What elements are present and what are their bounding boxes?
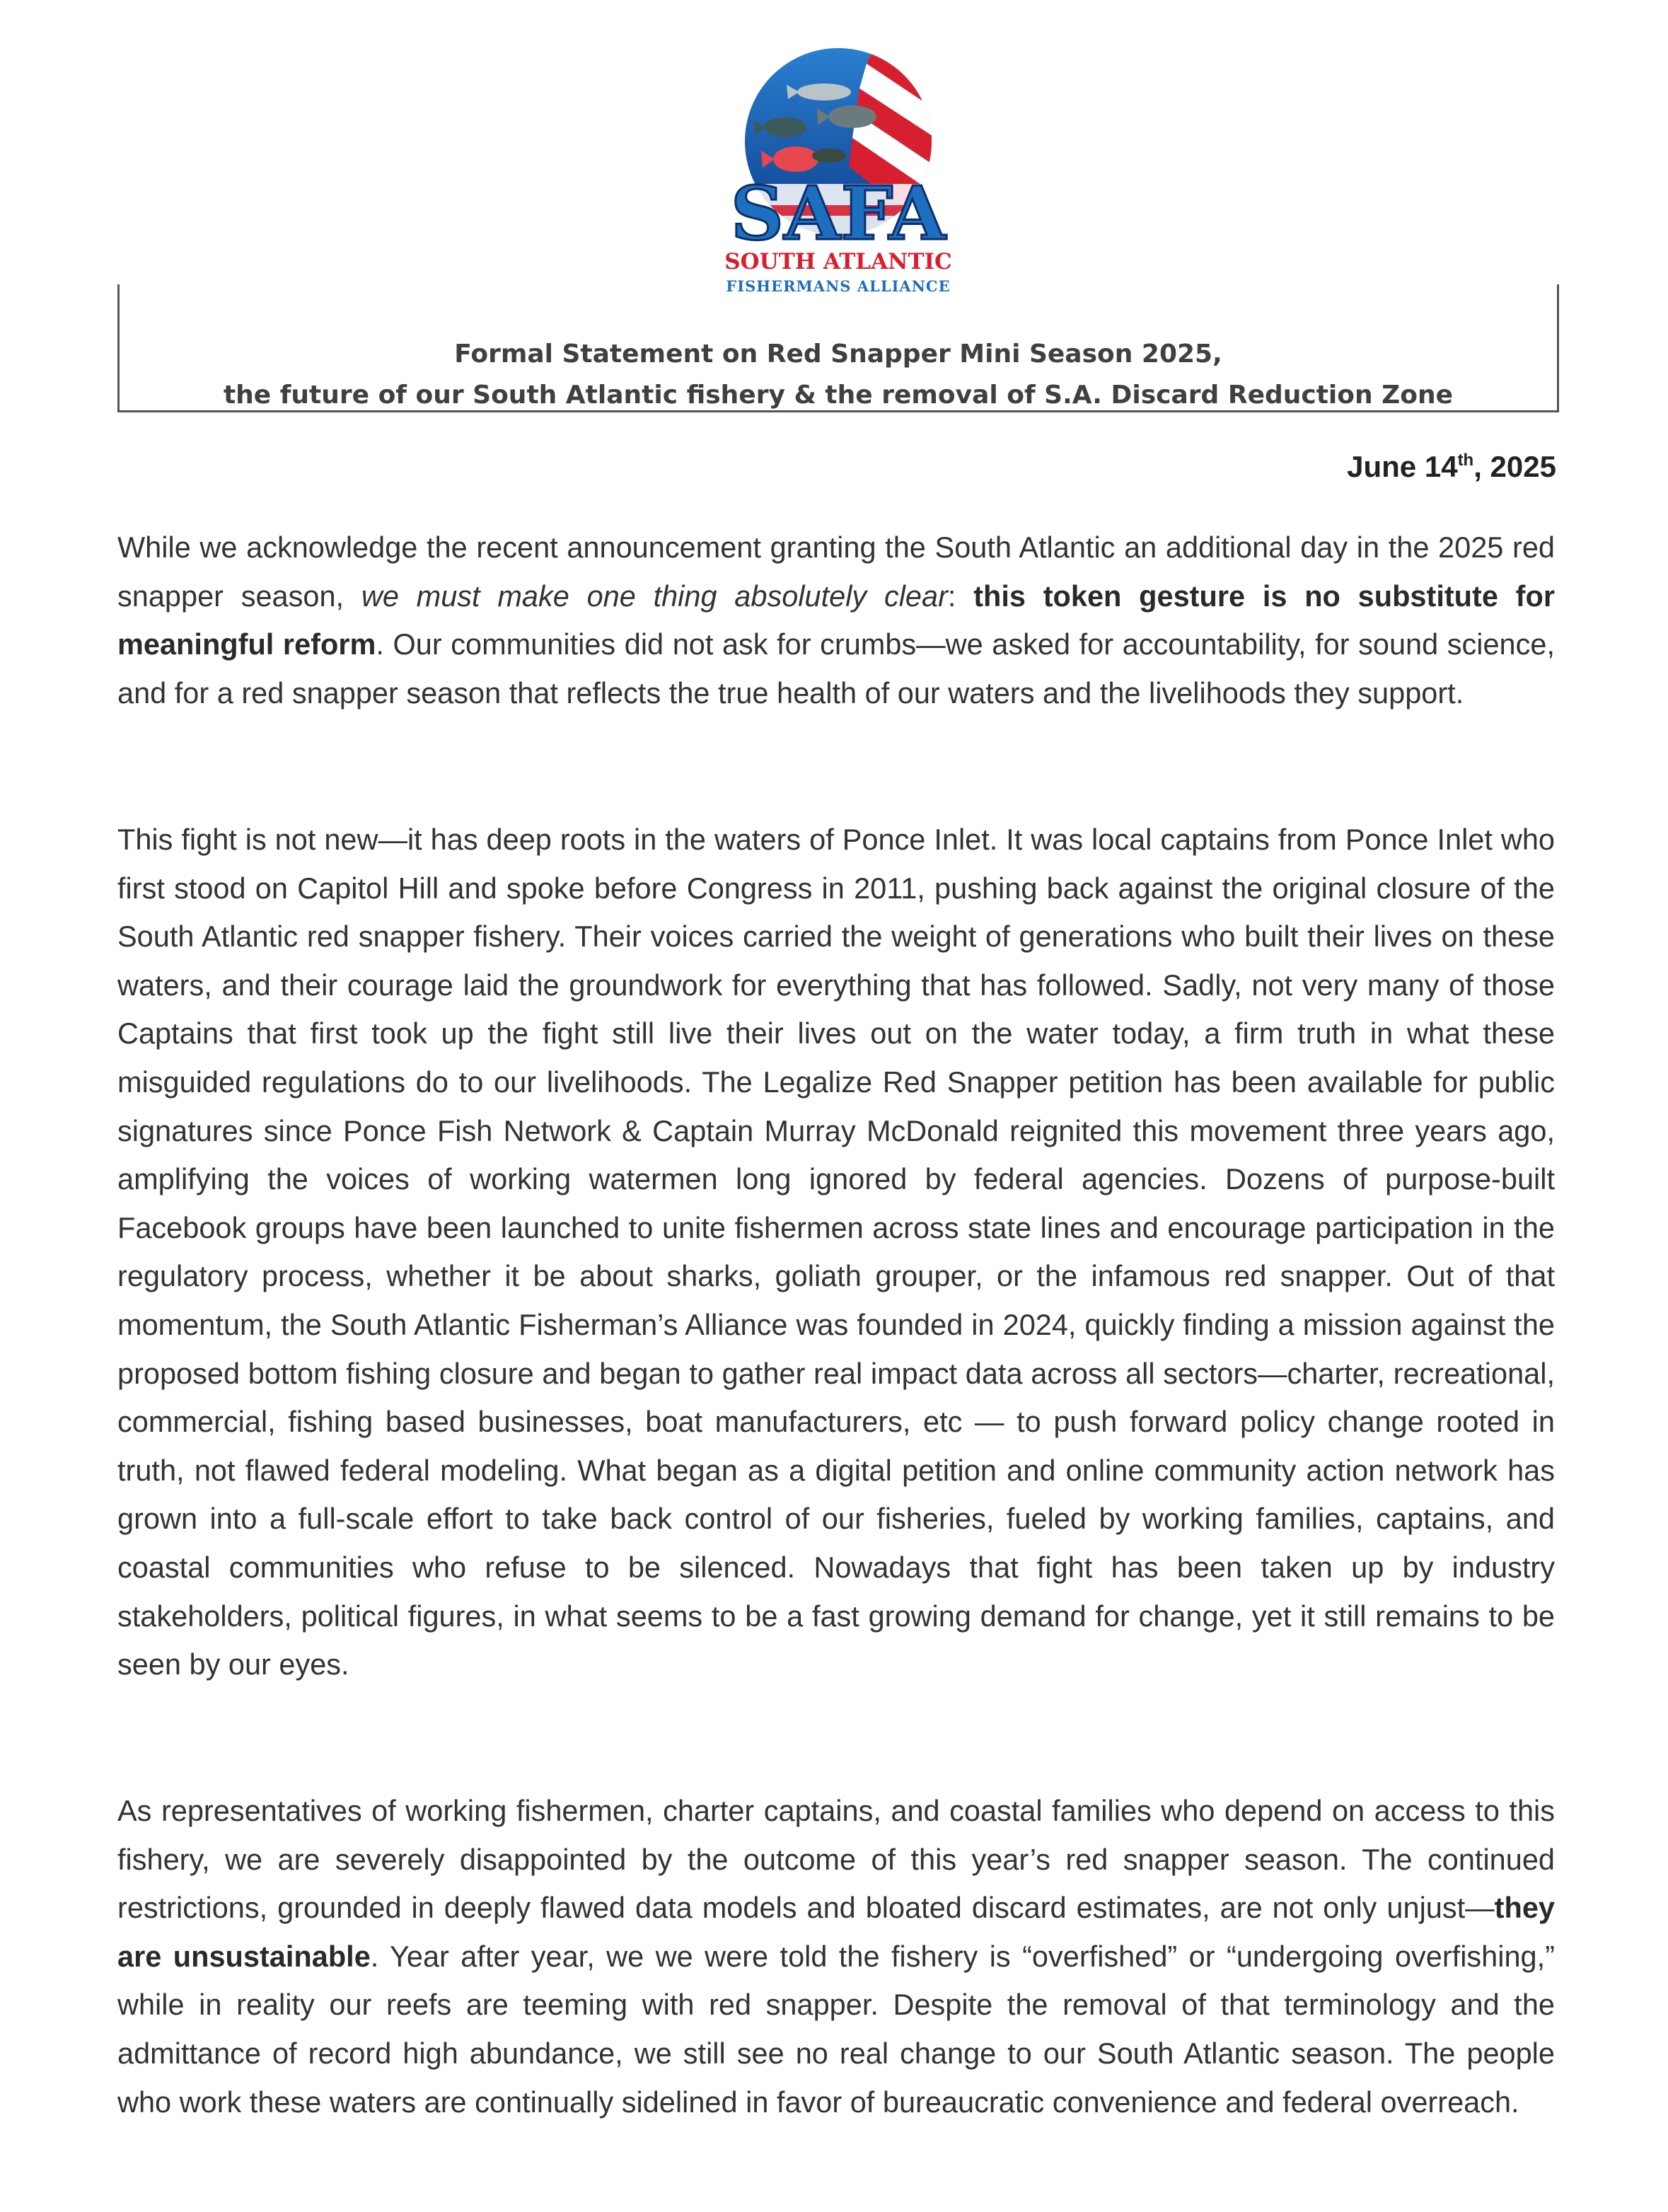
paragraph-history: This fight is not new—it has deep roots in the waters of Ponce Inlet. It was local captains from Ponce Inlet who first stood on Capitol Hill and spoke before Congress in 2011, pushing back against the original closure of the South Atlantic red snapper fishery. Their voices carried the weight of generations who built their lives on these waters, and their courage laid the groundwork for everything that has followed. Sadly, not very many of those Captains that first took up the fight still live their lives out on the water today, a firm truth in what these misguided regulations do to our livelihoods. The Legalize Red Snapper petition has been available for public signatures since Ponce Fish Network & Captain Murray McDonald reignited this movement three years ago, amplifying the voices of working watermen long ignored by federal agencies. Dozens of purpose-built Facebook groups have been launched to unite fishermen across state lines and encourage participation in the regulatory process, whether it be about sharks, goliath grouper, or the infamous red snapper. Out of that momentum, the South Atlantic Fisherman’s Alliance was founded in 2024, quickly finding a mission against the proposed bottom fishing closure and began to gather real impact data across all sectors—charter, recreational, commercial, fishing based businesses, boat manufacturers, etc — to push forward policy change rooted in truth, not flawed federal modeling. What began as a digital petition and online community action network has grown into a full-scale effort to take back control of our fisheries, fueled by working families, captains, and coastal communities who refuse to be silenced. Nowadays that fight has been taken up by industry stakeholders, political figures, in what seems to be a fast growing demand for change, yet it still remains to be seen by our eyes. <box>117 823 1555 1681</box>
paragraph-representatives <box>117 1787 1555 2126</box>
date-month-day: June 14 <box>1347 450 1458 483</box>
paragraph-representatives-text-a: As representatives of working fishermen, charter captains, and coastal families who depend on access to this fishery, we are severely disappointed by the outcome of this year’s red snapper season. The continued restrictions, grounded in deeply flawed data models and bloated discard estimates, are not only unjust— <box>117 1794 1555 1925</box>
logo-org-line2: FISHERMANS ALLIANCE <box>726 277 951 295</box>
date-year: , 2025 <box>1473 450 1556 483</box>
paragraph-intro-italic: we must make one thing absolutely clear <box>361 579 948 613</box>
paragraph-intro-colon: : <box>947 579 974 613</box>
paragraph-intro-bold: this token gesture is no substitute for meaningful reform <box>117 579 1555 661</box>
paragraph-intro-text-e: . Our communities did not ask for crumbs—we asked for accountability, for sound science, and for a red snapper season that reflects the true health of our waters and the livelihoods they support. <box>117 627 1555 710</box>
logo-org-line1: SOUTH ATLANTIC <box>724 249 952 274</box>
paragraph-intro <box>117 523 1555 717</box>
paragraph-representatives-text-c: . Year after year, we we were told the fishery is “overfished” or “undergoing overfishing,” while in reality our reefs are teeming with red snapper. Despite the removal of that terminology and the admittance of record high abundance, we still see no real change to our South Atlantic season. The people who work these waters are continually sidelined in favor of bureaucratic convenience and federal overreach. <box>117 1939 1555 2119</box>
statement-title-line2: the future of our South Atlantic fishery & the removal of S.A. Discard Reduction Zone <box>223 381 1454 410</box>
logo-wordmark: SAFA <box>730 170 946 257</box>
statement-date <box>1347 450 1556 484</box>
paragraph-representatives-bold: they are unsustainable <box>117 1891 1555 1973</box>
date-ordinal: th <box>1457 451 1474 470</box>
statement-title-box <box>117 284 1559 412</box>
paragraph-intro-text-a: While we acknowledge the recent announcement granting the South Atlantic an additional day in the 2025 red snapper season, <box>117 531 1555 613</box>
statement-title-line1: Formal Statement on Red Snapper Mini Season 2025, <box>454 340 1222 369</box>
